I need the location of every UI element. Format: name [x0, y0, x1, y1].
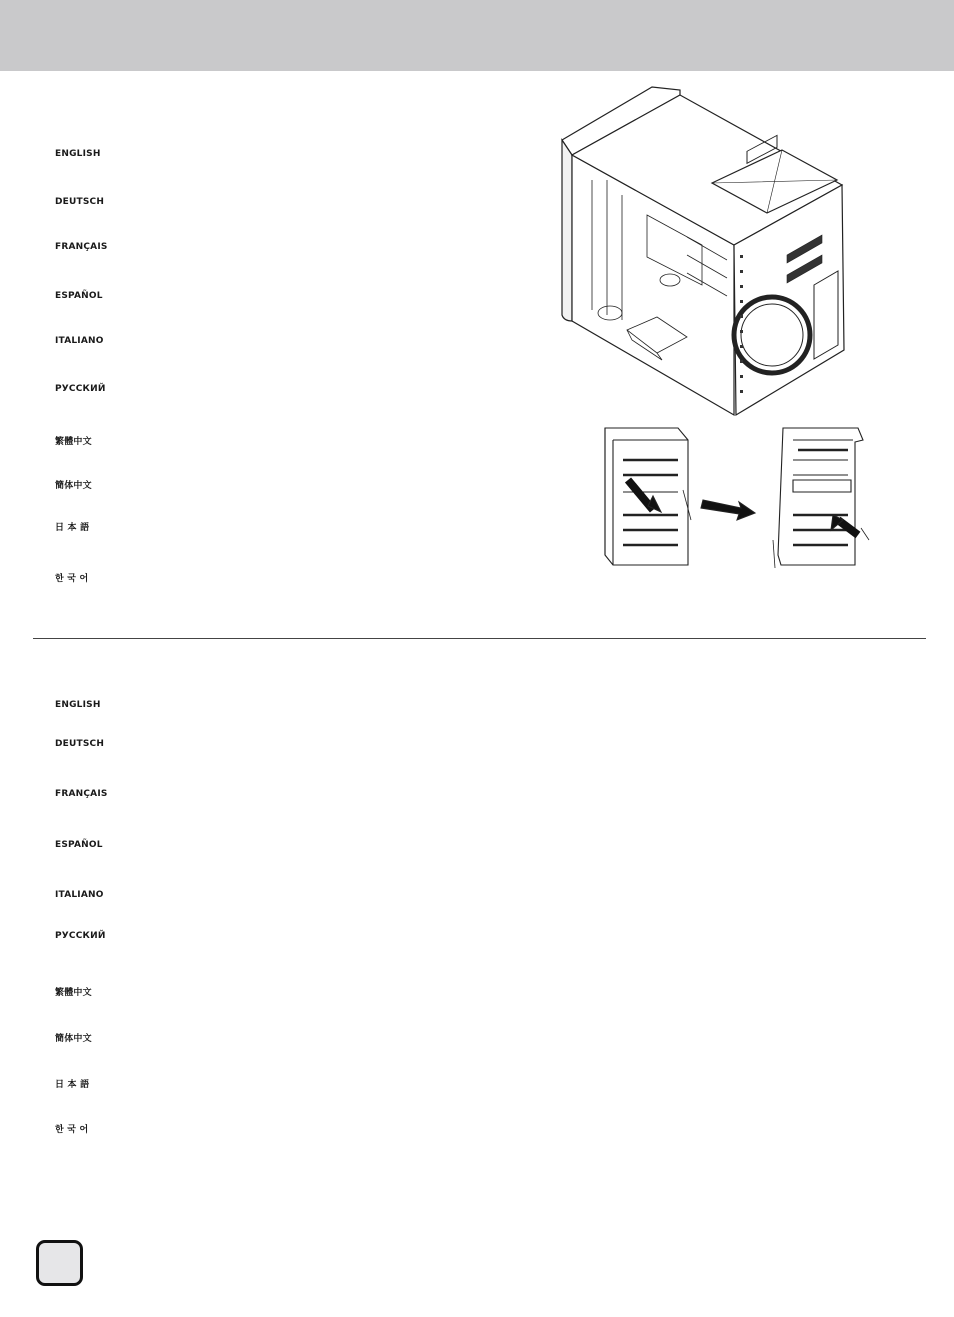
lang-label-espanol: ESPAÑOL: [55, 291, 103, 301]
lang-label-simplified-chinese: 簡体中文: [55, 1034, 92, 1044]
lang-label-korean: 한 국 어: [55, 1125, 89, 1135]
lang-label-espanol: ESPAÑOL: [55, 840, 103, 850]
lang-label-italiano: ITALIANO: [55, 336, 104, 346]
page-number-badge: [36, 1240, 83, 1286]
section-divider: [33, 638, 926, 639]
lang-label-korean: 한 국 어: [55, 574, 89, 584]
lang-label-traditional-chinese: 繁體中文: [55, 437, 92, 447]
lang-label-deutsch: DEUTSCH: [55, 197, 105, 207]
lang-label-japanese: 日 本 語: [55, 1080, 90, 1090]
lang-label-russian: РУССКИЙ: [55, 931, 106, 941]
lang-label-english: ENGLISH: [55, 149, 101, 159]
lang-label-traditional-chinese: 繁體中文: [55, 988, 92, 998]
lang-label-japanese: 日 本 語: [55, 523, 90, 533]
drive-cage-illustration: [593, 420, 893, 570]
lang-label-francais: FRANÇAIS: [55, 789, 108, 799]
lang-label-simplified-chinese: 簡体中文: [55, 481, 92, 491]
header-band: [0, 0, 954, 71]
lang-label-english: ENGLISH: [55, 700, 101, 710]
lang-label-italiano: ITALIANO: [55, 890, 104, 900]
lang-label-russian: РУССКИЙ: [55, 384, 106, 394]
lang-label-francais: FRANÇAIS: [55, 242, 108, 252]
case-illustration: [552, 85, 852, 420]
lang-label-deutsch: DEUTSCH: [55, 739, 105, 749]
